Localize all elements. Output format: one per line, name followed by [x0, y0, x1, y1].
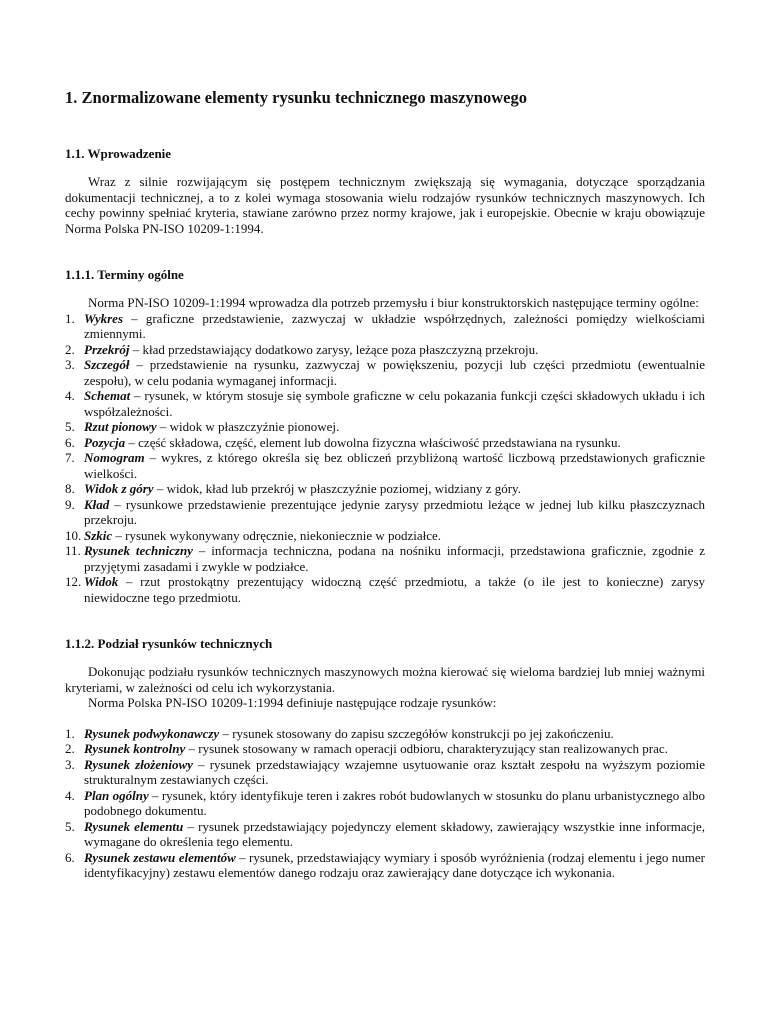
list-term: Szczegół [84, 357, 130, 372]
paragraph: Dokonując podziału rysunków technicznych maszynowych można kierować się wieloma bardziej lub mniej ważnymi kryteriami, w zależności od celu ich wykorzystania. [65, 664, 705, 695]
list-definition: – widok, kład lub przekrój w płaszczyźnie poziomej, widziany z góry. [153, 481, 521, 496]
list-definition: – graficzne przedstawienie, zazwyczaj w układzie współrzędnych, zależności pomiędzy wielkościami zmiennymi. [84, 310, 705, 341]
list-item [65, 543, 705, 574]
list-number: 9. [65, 496, 75, 512]
list-item [65, 819, 705, 850]
list-definition: – rysunek, w którym stosuje się symbole graficzne w celu pokazania funkcji części składowych układu i ich współzależności. [84, 388, 705, 419]
list-item [65, 497, 705, 528]
list-definition: – rysunek, przedstawiający wymiary i sposób wyróżnienia (rodzaj elementu i jego numer identyfikacyjny) zestawu elementów danego rodzaju oraz zawierający dane dotyczące ich wykonania. [84, 849, 705, 880]
list-term: Widok z góry [84, 481, 154, 496]
list-number: 2. [65, 741, 75, 756]
list-definition: – wykres, z którego określa się bez obliczeń przybliżoną wartość liczbową przedstawionych graficznie wielkości. [84, 450, 705, 481]
list-definition: – informacja techniczna, podana na nośniku informacji, przedstawiona graficznie, zgodnie z przyjętymi zasadami i zwykle w podziałce. [84, 543, 705, 574]
list-definition: – rysunek przedstawiający wzajemne usytuowanie oraz kształt zespołu na wyższym poziomie strukturalnym zestawianych części. [84, 756, 705, 787]
list-item [65, 741, 705, 757]
list-definition: – kład przedstawiający dodatkowo zarysy, leżące poza płaszczyzną przekroju. [129, 341, 539, 357]
list-term: Szkic [84, 527, 113, 543]
list-number: 3. [65, 756, 75, 772]
list-number: 8. [65, 481, 75, 496]
list-term: Widok [84, 574, 119, 589]
list-number: 1. [65, 725, 75, 741]
section-heading: 1.1. Wprowadzenie [65, 146, 172, 161]
list-term: Schemat [84, 388, 131, 403]
list-item [65, 528, 705, 544]
list-term: Rysunek techniczny [84, 543, 193, 558]
list-number: 2. [65, 341, 75, 357]
list-number: 6. [65, 849, 75, 865]
list-definition: – rysunek stosowany w ramach operacji odbioru, charakteryzujący stan realizowanych prac. [185, 741, 668, 756]
list-term: Rysunek kontrolny [84, 741, 186, 756]
list-term: Pozycja [84, 434, 126, 450]
list-definition: – rysunek stosowany do zapisu szczegółów konstrukcji po jej zakończeniu. [219, 725, 614, 741]
section-heading: 1.1.2. Podział rysunków technicznych [65, 636, 273, 651]
list-number: 4. [65, 787, 75, 803]
list-term: Rysunek podwykonawczy [84, 725, 220, 741]
list-definition: – widok w płaszczyźnie pionowej. [156, 419, 340, 434]
list-term: Kład [84, 496, 110, 512]
list-number: 4. [65, 388, 75, 403]
paragraph: Norma Polska PN-ISO 10209-1:1994 definiuje następujące rodzaje rysunków: [88, 695, 497, 710]
list-definition: – rysunek wykonywany odręcznie, niekoniecznie w podziałce. [112, 527, 442, 543]
list-number: 5. [65, 818, 75, 834]
list-item [65, 388, 705, 419]
list-item [65, 481, 705, 497]
list-term: Rysunek złożeniowy [84, 756, 193, 772]
paragraph: Norma PN-ISO 10209-1:1994 wprowadza dla potrzeb przemysłu i biur konstruktorskich następujące terminy ogólne: [88, 295, 699, 310]
list-item [65, 419, 705, 435]
section-heading: 1.1.1. Terminy ogólne [65, 267, 184, 282]
drawing-types-list [65, 726, 705, 881]
list-item [65, 850, 705, 881]
list-item [65, 574, 705, 605]
list-number: 12. [65, 574, 82, 589]
list-term: Wykres [84, 310, 123, 326]
list-definition: – rysunek, który identyfikuje teren i zakres robót budowlanych w stosunku do planu urbanistycznego albo podobnego dokumentu. [84, 787, 705, 818]
list-number: 6. [65, 434, 75, 450]
terms-list [65, 311, 705, 606]
list-number: 1. [65, 310, 75, 326]
list-number: 10. [65, 527, 82, 543]
paragraph: Wraz z silnie rozwijającym się postępem technicznym zwiększają się wymagania, dotyczące sporządzania dokumentacji technicznej, a to z kolei wymaga stosowania wielu rodzajów rysunków technicznych maszynowych. Ich cechy powinny spełniać kryteria, stawiane zarówno przez normy krajowe, jak i europejskie. Obecnie w kraju obowiązuje Norma Polska PN-ISO 10209-1:1994. [65, 174, 705, 236]
list-term: Rysunek zestawu elementów [84, 849, 236, 865]
list-number: 3. [65, 357, 75, 372]
section-terminy-ogolne [65, 267, 705, 605]
document-title: 1. Znormalizowane elementy rysunku technicznego maszynowego [65, 88, 527, 107]
list-item [65, 757, 705, 788]
list-term: Nomogram [84, 450, 145, 465]
list-definition: – część składowa, część, element lub dowolna fizyczna właściwość przedstawiana na rysunku. [125, 434, 621, 450]
list-item [65, 788, 705, 819]
list-item [65, 357, 705, 388]
list-item [65, 311, 705, 342]
list-item [65, 342, 705, 358]
list-item [65, 726, 705, 742]
list-number: 5. [65, 419, 75, 434]
section-podzial-rysunkow [65, 636, 705, 881]
list-definition: – przedstawienie na rysunku, zazwyczaj w powiększeniu, pozycji lub części przedmiotu (ewentualnie zespołu), w celu podania wymaganej informacji. [84, 357, 705, 388]
list-definition: – rysunek przedstawiający pojedynczy element składowy, zawierający wszystkie inne informacje, wymagane do określenia tego elementu. [84, 818, 705, 849]
list-item [65, 450, 705, 481]
list-term: Rysunek elementu [84, 818, 184, 834]
list-definition: – rzut prostokątny prezentujący widoczną część przedmiotu, a także (o ile jest to konieczne) zarysy niewidoczne tego przedmiotu. [84, 574, 705, 605]
list-definition: – rysunkowe przedstawienie prezentujące jedynie zarysy przedmiotu leżące w jednej lub kilku płaszczyznach przekroju. [84, 496, 705, 527]
list-item [65, 435, 705, 451]
list-term: Plan ogólny [84, 787, 149, 803]
list-number: 11. [65, 543, 81, 558]
section-wprowadzenie [65, 146, 705, 236]
list-number: 7. [65, 450, 75, 465]
list-term: Przekrój [84, 341, 130, 357]
list-term: Rzut pionowy [84, 419, 157, 434]
